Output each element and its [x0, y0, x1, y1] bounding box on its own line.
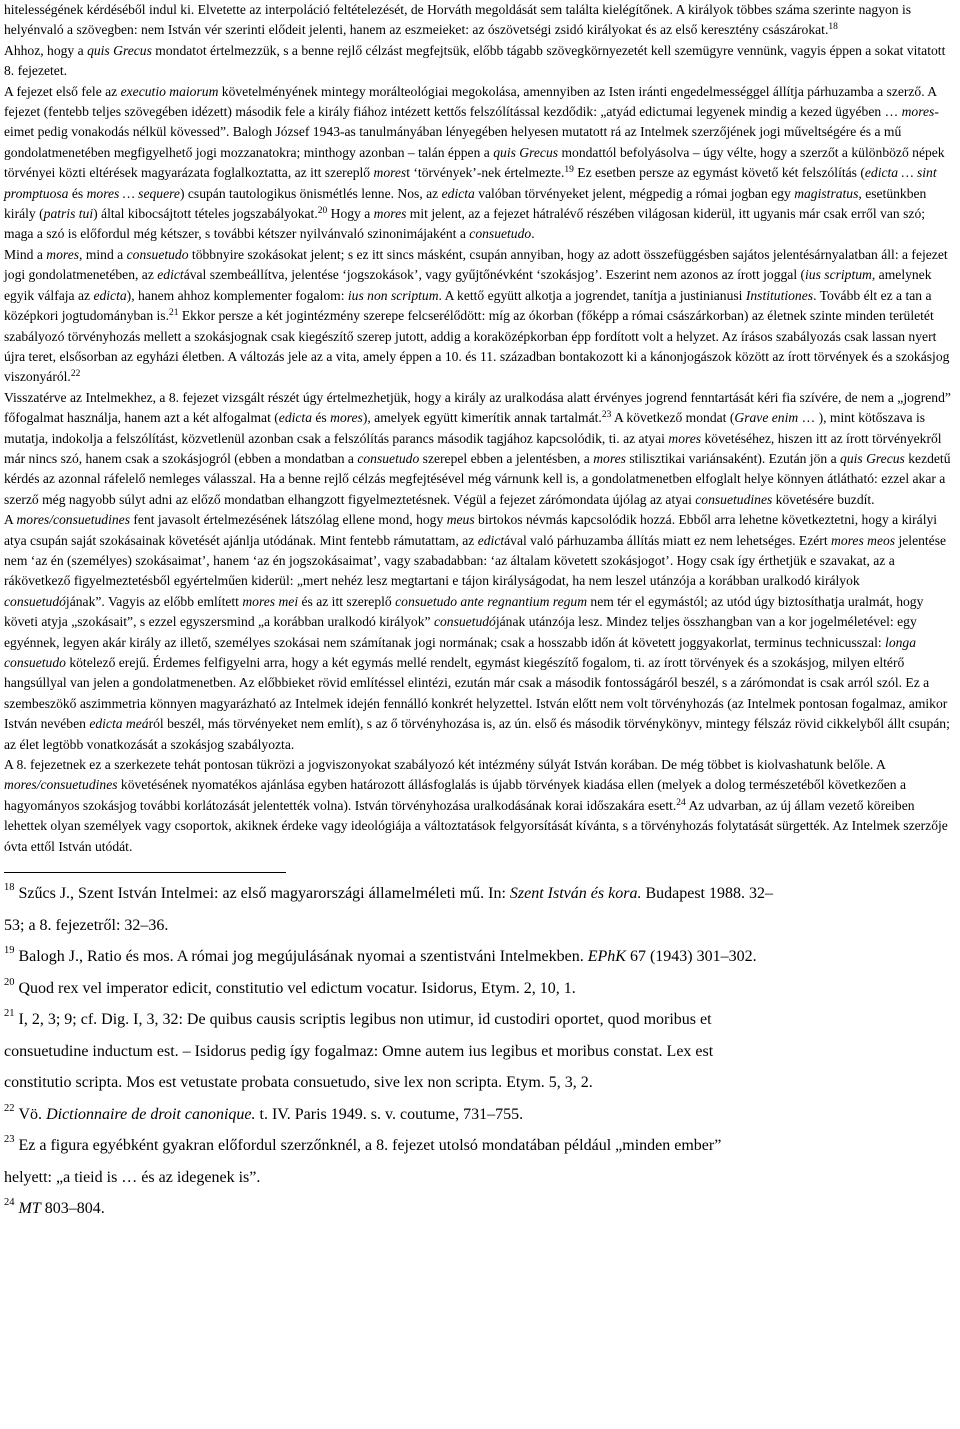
paragraph-text: valóban törvényeket jelent, mégpedig a római jogban egy — [474, 185, 795, 201]
paragraph-italic: ius scriptum — [805, 267, 872, 283]
paragraph-text: Az udvarban, az új állam vezető köreiben lehettek olyan személyek vagy csoportok, akiknek érdeke vagy ideológiája a változtatások felgyorsítását kívánta, s a törvényhozás folytatását sürgették. Az Intelmek szerzője óvta ettől István utódát. — [4, 797, 948, 854]
footnote-italic: Dictionnaire de droit canonique. — [46, 1105, 256, 1123]
paragraph-text: t ‘törvények’-nek értelmezte. — [406, 165, 565, 181]
footnote-ref: 20 — [317, 206, 328, 217]
footnote-number: 21 — [4, 1008, 15, 1020]
footnote-ref: 19 — [564, 165, 574, 176]
footnote-text: Ez a figura egyébként gyakran előfordul szerzőnknél, a 8. fejezet utolsó mondatában például „minden ember” — [18, 1137, 722, 1155]
paragraph-text: , esetünkben király ( — [4, 185, 927, 222]
paragraph-italic: mores — [373, 165, 407, 181]
paragraph-text: stilisztikai variánsaként). Ezután jön a — [625, 450, 841, 466]
paragraph-text: Hogy a — [327, 206, 374, 222]
paragraph-text: kötelező erejű. Érdemes felfigyelni arra, hogy a két egymás mellé rendelt, egymást kiegészítő fogalom, ti. az írott törvények és a szokásjog, milyen eltérő hangsúllyal van jelen a gondolatmenetben. Az előbbieket rövid említéssel elintézi, ezután már csak a második fontosságáról beszél, s a zárómondat is csak arról szól. Ez a szembeszökő aszimmetria könnyen magyarázható az Intelmek idején fennálló konkrét helyzettel. István előtt nem volt törvényhozás (az Intelmek pontosan fogalmaz, amikor István nevében — [4, 655, 948, 732]
paragraph — [4, 82, 956, 245]
paragraph-text: mit jelent, az a fejezet hátralévő részében világosan kiderül, itt ugyanis már csak erről van szó; maga a szó is előfordul még kétszer, s további kétszer nyilvánvaló szinonimájaként a — [4, 206, 926, 242]
paragraph-text: … ), mint kötőszava is mutatja, indokolja a felszólítást, közvetlenül azonban csak a felszólítás parancs második tagjához kapcsolódik, ti. az atyai — [4, 410, 926, 446]
paragraph-text: jának utánzója lesz. Mindez teljes összhangban van a kor jogelméletével: egy egyénnek, legyen akár király az illető, személyes szokásai nem számítanak jogi normának; csak a hosszabb időn át követett joggyakorlat, terminus technicusszal: — [4, 614, 917, 650]
paragraph-text: ával szembeállítva, jelentése ‘jogszokások’, vagy gyűjtőnévként ‘szokásjog’. Eszerint nem azonos az írott joggal ( — [183, 267, 806, 283]
paragraph-italic: edicta — [278, 410, 312, 426]
paragraph-text: követésének nyomatékos ajánlása egyben határozott állásfoglalás is újabb törvények kiadása ellen (melyek a dolog természetéből következően a hagyományos szokásjog további korlátozását jelentették volna). István törvényhozása uralkodásának korai időszakára esett. — [4, 777, 907, 813]
paragraph-text: mondattól befolyásolva – úgy vélte, hogy a szerzőt a különböző népek törvényei közti eltérések magyarázata foglalkoztatta, az itt szereplő — [4, 144, 945, 181]
paragraph-italic: mores — [46, 246, 80, 262]
paragraph-italic: mores — [901, 104, 935, 120]
paragraph-text: ról beszél, más törvényeket nem említ), s az ő törvényhozása is, az ún. első és második törvénykönyv, mintegy félszáz rövid cikkelyből állt csupán; az élet legtöbb vonatkozását a szokásjog szabályozta. — [4, 716, 950, 752]
paragraph-text: követéséhez, hiszen itt az írott törvényekről már nincs szó, hanem csak a szokásjogról (ebben a mondatban a — [4, 430, 942, 466]
paragraph-italic: executio maiorum — [120, 83, 219, 99]
paragraph-text: A 8. fejezetnek ez a szerkezete tehát pontosan tükrözi a jogviszonyokat szabályozó két intézmény súlyát István korában. De még többet is kiolvashatunk belőle. A — [4, 757, 886, 773]
footnote-text: I, 2, 3; 9; cf. Dig. I, 3, 32: De quibus causis scriptis legibus non utimur, id custodiri oportet, quod moribus et — [18, 1011, 712, 1029]
paragraph-text: követésére buzdít. — [772, 491, 875, 507]
paragraph-text: és — [68, 185, 87, 201]
paragraph-text: ), hanem ahhoz komplementer fogalom: — [126, 287, 348, 303]
paragraph — [4, 755, 956, 857]
paragraph-text: és — [312, 410, 331, 426]
paragraph-italic: mores — [668, 430, 702, 446]
paragraph-text: A következő mondat ( — [611, 410, 735, 426]
paragraph-text: -eimet pedig vonakodás nélkül kövessed”. Balogh József 1943-as tanulmányában lényegében helyesen mutatott rá az Intelmek szerzőjének jogi műveltségére és a mű gondolatmenetében megfigyelhető jogi mozzanatokra; minthogy azonban – talán éppen a — [4, 104, 939, 160]
paragraph-text: . Tovább élt ez a tan a középkori jogtudományban is. — [4, 287, 932, 324]
paragraph-italic: edicta — [93, 287, 127, 303]
paragraph-text: többnyire szokásokat jelent; s ez itt sincs másként, csupán annyiban, hogy az adott összefüggésben sajátos jelentésárnyalatban áll: a fejezet jogi gondolatmenetében, az — [4, 246, 948, 283]
footnote-ref: 23 — [601, 410, 612, 421]
footnote-ref: 18 — [828, 22, 838, 33]
paragraph — [4, 245, 956, 388]
paragraph-italic: consuetudo — [357, 450, 420, 466]
footnote-ref: 22 — [70, 369, 81, 380]
paragraph-text: kezdetű kérdés az azonnal ráfelelő nemleges válasszal. Ha a benne rejlő célzás megfejtésével még várnunk kell is, a gondolatmenetben elfoglalt helye könnyen átlátható: ezzel akar a szerző még nagyobb súlyt adni az előző mondatban elhangzott figyelmeztetésnek. Végül a fejezet zárómondata újólag az atyai — [4, 450, 951, 507]
paragraph-italic: consuetudo — [126, 246, 189, 262]
paragraph-text: birtokos névmás kapcsolódik hozzá. Ebből arra lehetne következtetni, hogy a királyi atya csupán saját szokásainak követését ajánlja utódának. Mint fentebb rámutattam, az — [4, 512, 938, 548]
paragraph-text: . — [531, 226, 535, 242]
paragraph-text: Ekkor persze a két jogintézmény szerepe felcserélődött: míg az ókorban (főképp a római császárkorban) az életnek szinte minden területét szabályozó törvényhozás mellett a szokásjognak csak kiegészítő szerep jutott, addig a koraközépkorban épp fordított volt a helyzet. Az írásos szabályozás csak lassan nyert újra teret, elsősorban az egyházi életben. A változás jele az a vita, amely éppen a 10. és 11. században bontakozott ki a kánonjogászok között az írott törvények és a szokásjog viszonyáról. — [4, 308, 950, 385]
footnote-number: 20 — [4, 976, 15, 988]
paragraph-text: jelentése nem ‘az én (személyes) szokásaimat’, hanem ‘az én jogszokásaimat’, vagy szabadabban: ‘az általam követett szokásjogot’. Hogy csak így érthetjük e szavakat, az a rákövetkező figyelmeztetésből egyértelműen kiderül: „mert nehéz lesz megtartani e tájon királyságodat, ha nem leszel utánzója a korábban uralkodó királyok — [4, 532, 947, 589]
paragraph-italic: mores — [373, 206, 407, 222]
paragraph-italic: consuetudó — [4, 593, 66, 609]
body-text — [4, 0, 956, 857]
paragraph-italic: consuetudo — [469, 226, 532, 242]
footnote-text: 803–804. — [40, 1200, 105, 1218]
footnote-ref: 24 — [676, 797, 686, 808]
paragraph-italic: mores/consuetudines — [4, 777, 118, 793]
footnote-24 — [4, 1193, 956, 1225]
paragraph-italic: quis Grecus — [840, 450, 905, 466]
paragraph-italic: Institutiones — [745, 287, 814, 303]
paragraph-italic: magistratus — [794, 185, 859, 201]
paragraph-text: nem tér el egymástól; az utód úgy biztosíthatja uralmát, hogy követi atyja „szokásait”, s ezzel egyszersmind „a korábban uralkodó királyok” — [4, 593, 924, 630]
footnote-23 — [4, 1130, 956, 1162]
paragraph-italic: consuetudó — [433, 614, 496, 630]
footnote-19 — [4, 941, 956, 973]
paragraph-italic: mores/consuetudines — [16, 512, 130, 528]
footnote-21-cont — [4, 1036, 956, 1068]
paragraph-italic: mores … sequere — [86, 185, 180, 201]
paragraph — [4, 388, 956, 510]
footnote-number: 22 — [4, 1102, 15, 1114]
paragraph-text: jának”. Vagyis az előbb említett — [65, 593, 243, 609]
paragraph-italic: mores — [593, 450, 626, 466]
paragraph-text: . A kettő együtt alkotja a jogrendet, tanítja a justinianusi — [438, 287, 746, 303]
footnote-number: 18 — [4, 882, 15, 894]
footnote-20 — [4, 973, 956, 1005]
footnote-21-cont — [4, 1067, 956, 1099]
footnote-text: 67 (1943) 301–302. — [625, 948, 757, 966]
paragraph-text: Ahhoz, hogy a — [4, 42, 88, 58]
paragraph-italic: Grave enim — [734, 410, 799, 426]
footnote-ref: 21 — [168, 308, 179, 319]
paragraph-italic: edicta … sint promptuosa — [4, 165, 937, 201]
paragraph-text: fent javasolt értelmezésének látszólag ellene mond, hogy — [129, 512, 447, 528]
paragraph-italic: longa consuetudo — [4, 634, 917, 670]
footnote-text: Quod rex vel imperator edicit, constitutio vel edictum vocatur. Isidorus, Etym. 2, 10, 1. — [18, 979, 576, 997]
paragraph-italic: edicta meá — [89, 716, 149, 732]
footnote-text: consuetudine inductum est. – Isidorus pedig így fogalmaz: Omne autem ius legibus et moribus constat. Lex est — [4, 1042, 714, 1060]
paragraph-italic: edicta — [441, 185, 475, 201]
paragraph-italic: patris tui — [43, 206, 94, 222]
footnote-number: 19 — [4, 945, 15, 957]
paragraph-text: A — [4, 512, 17, 528]
footnote-italic: Szent István és kora. — [509, 885, 642, 903]
paragraph-italic: mores meos — [831, 532, 896, 548]
paragraph-italic: consuetudines — [695, 491, 773, 507]
paragraph-text: Visszatérve az Intelmekhez, a 8. fejezet vizsgált részét úgy értelmezhetjük, hogy a király az uralkodása alatt érvényes jogrend fenntartását kéri fia szívére, de nem a „jogrend” főfogalmat használja, hanem azt a két alfogalmat ( — [4, 389, 951, 426]
footnote-text: constitutio scripta. Mos est vetustate probata consuetudo, sive lex non scripta. Etym. 5, 3, 2. — [4, 1074, 593, 1092]
footnote-number: 24 — [4, 1197, 15, 1209]
paragraph-italic: ius non scriptum — [347, 287, 439, 303]
paragraph-text: hitelességének kérdéséből indul ki. Elvetette az interpoláció feltételezését, de Horváth megoldását sem találta kielégítőnek. A királyok többes számа szerinte nagyon is helyénvaló a szövegben: nem István vér szerinti elődeit jelenti, hanem az eszmeieket: az ószövetségi zsidó királyokat és az első keresztény császárokat. — [4, 2, 912, 38]
paragraph-text: ) csupán tautologikus önismétlés lenne. Nos, az — [179, 185, 442, 201]
footnote-text: Szűcs J., Szent István Intelmei: az első magyarországi államelméleti mű. In: — [18, 885, 510, 903]
paragraph-italic: meus — [446, 512, 475, 528]
paragraph-text: ával való párhuzamba állítás miatt ez nem lehetséges. Ezért — [504, 532, 832, 548]
paragraph-text: követelményének mintegy morálteológiai megokolása, amennyiben az Isten iránti engedelmességgel állítja párhuzamba a szerző. A fejezet (fentebb teljes szövegében idézett) második fele a király fiához intézett kettős felszólítással kezdődik: „atyád edictumai legyenek mindig a kezed ügyében … — [4, 83, 937, 120]
footnote-italic: MT — [18, 1200, 41, 1218]
paragraph-text: Ez esetben persze az egymást követő két felszólítás ( — [573, 165, 865, 181]
footnote-text: helyett: „a tieid is … és az idegenek is”. — [4, 1168, 261, 1186]
paragraph-text: Mind a — [4, 246, 47, 262]
paragraph-text: A fejezet első fele az — [4, 83, 121, 99]
footnotes — [4, 878, 956, 1225]
footnote-text: Budapest 1988. 32– — [641, 885, 773, 903]
paragraph — [4, 41, 956, 82]
footnote-23-cont — [4, 1162, 956, 1194]
paragraph-text: ), amelyek együtt kimerítik annak tartalmát. — [362, 410, 602, 426]
footnote-21 — [4, 1004, 956, 1036]
paragraph-text: , mind a — [79, 246, 127, 262]
footnote-italic: EPhK — [587, 948, 626, 966]
footnote-number: 23 — [4, 1134, 15, 1146]
footnote-text: Balogh J., Ratio és mos. A római jog megújulásának nyomai a szentistváni Intelmekben. — [18, 948, 588, 966]
paragraph-italic: edict — [157, 267, 184, 283]
footnote-text: t. IV. Paris 1949. s. v. coutume, 731–755. — [255, 1105, 524, 1123]
paragraph-italic: quis Grecus — [493, 144, 559, 160]
paragraph-italic: mores mei — [242, 593, 299, 609]
footnote-separator — [4, 872, 286, 873]
paragraph-text: ) által kibocsájtott tételes jogszabályokat. — [93, 206, 318, 222]
paragraph-text: mondatot értelmezzük, s a benne rejlő célzást megfejtsük, előbb tágabb szövegkörnyezetét kell szemügyre vennünk, vagyis éppen a sokat vitatott 8. fejezetet. — [4, 42, 946, 79]
paragraph-italic: mores — [330, 410, 363, 426]
footnote-text: 53; a 8. fejezetről: 32–36. — [4, 916, 169, 934]
footnote-18-cont — [4, 910, 956, 942]
footnote-22 — [4, 1099, 956, 1131]
paragraph-text: és az itt szereplő — [298, 593, 396, 609]
paragraph-italic: edict — [477, 532, 505, 548]
footnote-text: Vö. — [18, 1105, 47, 1123]
paragraph — [4, 0, 956, 41]
footnote-18 — [4, 878, 956, 910]
paragraph-text: szerepel ebben a jelentésben, a — [419, 450, 594, 466]
paragraph — [4, 510, 956, 755]
paragraph-text: , amelynek egyik válfaja az — [4, 267, 932, 303]
paragraph-italic: quis Grecus — [87, 42, 152, 58]
paragraph-italic: consuetudo ante regnantium regum — [395, 593, 588, 609]
